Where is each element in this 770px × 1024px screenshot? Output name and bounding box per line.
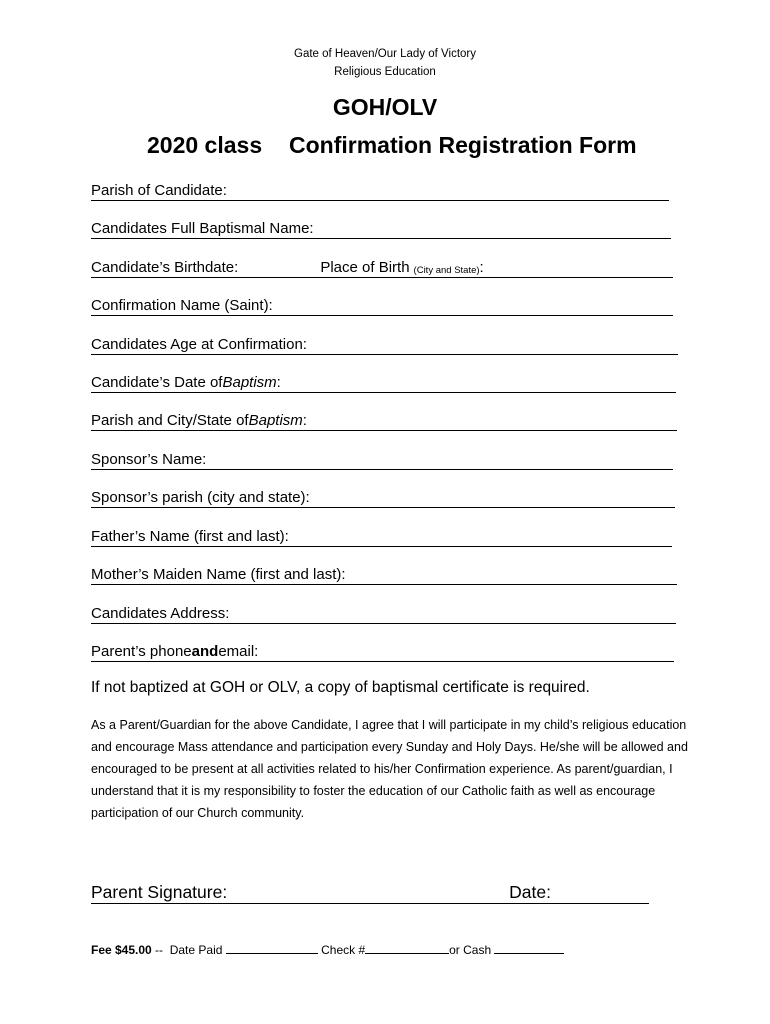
sponsor-name-field[interactable] <box>91 449 673 470</box>
baptismal-name-field[interactable] <box>91 218 671 239</box>
mother-name-label: Mother’s Maiden Name (first and last): <box>91 566 346 583</box>
baptismal-certificate-notice: If not baptized at GOH or OLV, a copy of baptismal certificate is required. <box>91 679 590 696</box>
baptism-place-colon: : <box>302 412 307 429</box>
date-paid-label: Date Paid <box>169 943 226 957</box>
form-name: Confirmation Registration Form <box>289 132 637 158</box>
parent-signature-label: Parent Signature: <box>91 882 228 902</box>
header-organization: Gate of Heaven/Our Lady of Victory <box>294 48 476 60</box>
parish-of-candidate-label: Parish of Candidate: <box>91 182 227 199</box>
place-of-birth-colon: : <box>479 259 484 276</box>
or-cash-label: or Cash <box>449 943 495 957</box>
place-of-birth-label: Place of Birth <box>320 259 410 276</box>
header-department: Religious Education <box>334 66 436 78</box>
class-label: 2020 class <box>147 132 263 158</box>
parent-phone-label: Parent’s phone <box>91 643 192 660</box>
father-name-label: Father’s Name (first and last): <box>91 528 289 545</box>
father-name-field[interactable] <box>91 526 672 547</box>
baptism-place-label: Parish and City/State of <box>91 412 249 429</box>
parent-agreement-paragraph: As a Parent/Guardian for the above Candidate, I agree that I will participate in my child’s religious education and encourage Mass attendance and participation every Sunday and Holy Days. He/she will be allowed and encouraged to be present at all activities related to his/her Confirmation experience. As parent/guardian, I understand that it is my responsibility to foster the education of our Catholic faith as well as encourage participation of our Church community. <box>91 718 688 820</box>
sponsor-parish-label: Sponsor’s parish (city and state): <box>91 489 310 506</box>
baptism-date-label: Candidate’s Date of <box>91 374 223 391</box>
confirmation-name-label: Confirmation Name (Saint): <box>91 297 273 314</box>
baptism-place-italic: Baptism <box>248 412 303 429</box>
signature-date-label: Date: <box>509 882 551 902</box>
check-number-label: Check # <box>317 943 366 957</box>
baptism-date-colon: : <box>276 374 281 391</box>
parent-phone-email-field[interactable] <box>91 641 674 662</box>
mother-name-field[interactable] <box>91 564 677 585</box>
candidate-address-label: Candidates Address: <box>91 605 230 622</box>
signature-date-line[interactable] <box>551 879 649 904</box>
age-at-confirmation-field[interactable] <box>91 334 678 355</box>
parent-email-label: email: <box>218 643 259 660</box>
place-of-birth-hint: (City and State) <box>413 265 480 276</box>
check-number-line[interactable] <box>365 942 449 954</box>
confirmation-name-field[interactable] <box>91 295 673 316</box>
birthdate-field[interactable] <box>91 257 673 278</box>
birthdate-label: Candidate’s Birthdate: <box>91 259 239 276</box>
parent-phone-and: and <box>191 643 219 660</box>
baptism-place-field[interactable] <box>91 410 677 431</box>
signature-row <box>91 880 649 904</box>
cash-line[interactable] <box>494 942 564 954</box>
candidate-address-field[interactable] <box>91 603 676 624</box>
parent-signature-line[interactable] <box>227 879 509 904</box>
fee-amount: Fee $45.00 <box>91 943 152 957</box>
fee-row <box>91 942 564 957</box>
sponsor-name-label: Sponsor’s Name: <box>91 451 207 468</box>
parish-of-candidate-field[interactable] <box>91 180 669 201</box>
baptism-date-italic: Baptism <box>222 374 277 391</box>
baptism-date-field[interactable] <box>91 372 676 393</box>
fee-dashes: -- <box>151 943 170 957</box>
baptismal-name-label: Candidates Full Baptismal Name: <box>91 220 314 237</box>
date-paid-line[interactable] <box>226 942 318 954</box>
age-at-confirmation-label: Candidates Age at Confirmation: <box>91 336 307 353</box>
sponsor-parish-field[interactable] <box>91 487 675 508</box>
form-title-main: GOH/OLV <box>332 94 438 120</box>
